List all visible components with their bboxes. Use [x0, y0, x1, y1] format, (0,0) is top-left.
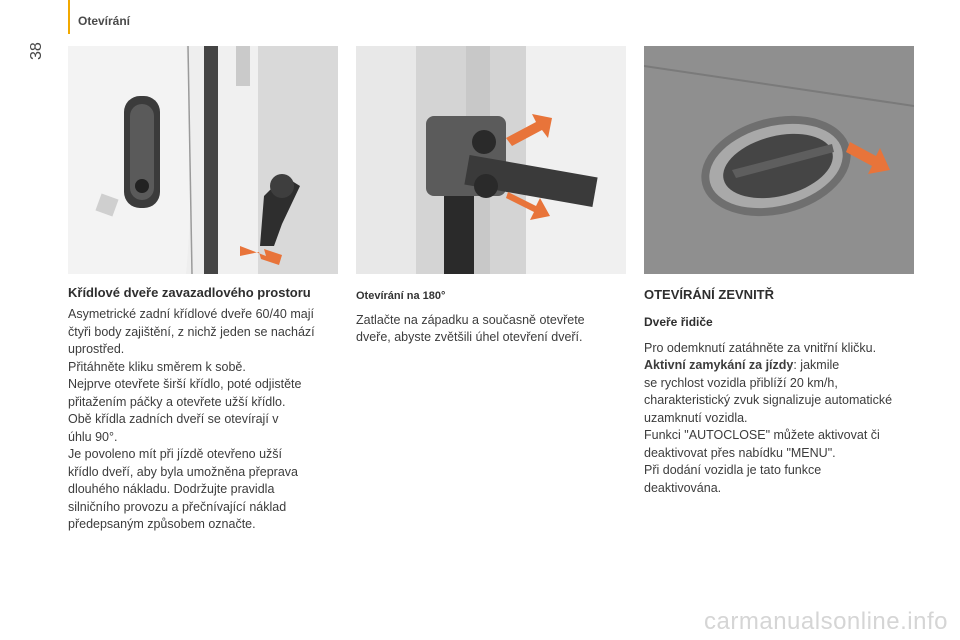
page-number: 38 [28, 42, 45, 60]
opening-180-caption: Otevírání na 180° [356, 290, 446, 302]
inside-line: deaktivovat přes nabídku "MENU". [644, 445, 836, 460]
rear-wing-doors-line: silničního provozu a přečnívající náklad [68, 499, 287, 514]
opening-180-line: Zatlačte na západku a současně otevřete [356, 312, 585, 327]
rear-door-handle-illustration [68, 46, 338, 274]
rear-wing-doors-line: Je povoleno mít při jízdě otevřeno užší [68, 447, 283, 461]
rear-wing-doors-line: úhlu 90°. [68, 429, 118, 444]
inside-line: Při dodání vozidla je tato funkce [644, 463, 822, 477]
section-accent-bar [68, 0, 70, 34]
opening-180-section [356, 286, 630, 347]
active-locking-label: Aktivní zamykání za jízdy [644, 358, 794, 372]
opening-180-line: dveře, abyste zvětšili úhel otevření dveří. [356, 330, 583, 344]
inside-line: Pro odemknutí zatáhněte za vnitřní kličku. [644, 340, 877, 355]
rear-wing-doors-line: Obě křídla zadních dveří se otevírají v [68, 412, 279, 426]
inside-line: Funkci "AUTOCLOSE" můžete aktivovat či [644, 428, 880, 442]
interior-door-handle-illustration [644, 46, 914, 274]
rear-wing-doors-line: křídlo dveří, aby byla umožněna přeprava [68, 464, 298, 479]
driver-door-subtitle: Dveře řidiče [644, 315, 713, 329]
rear-wing-doors-line: Nejprve otevřete širší křídlo, poté odjistěte [68, 377, 302, 391]
rear-wing-doors-line: předepsaným způsobem označte. [68, 517, 256, 531]
rear-wing-doors-line: Přitáhněte kliku směrem k sobě. [68, 359, 246, 374]
inside-line: deaktivována. [644, 480, 722, 495]
inside-line: se rychlost vozidla přiblíží 20 km/h, [644, 375, 838, 390]
active-locking-suffix: : jakmile [793, 358, 840, 372]
rear-wing-doors-line: Asymetrické zadní křídlové dveře 60/40 mají [68, 307, 314, 321]
inside-line: uzamknutí vozidla. [644, 410, 748, 425]
door-hinge-illustration [356, 46, 626, 274]
rear-wing-doors-line: přitažením páčky a otevřete užší křídlo. [68, 394, 286, 409]
section-title: Otevírání [78, 14, 131, 28]
rear-wing-doors-line: uprostřed. [68, 342, 125, 356]
opening-from-inside-section [644, 286, 918, 497]
active-locking-line [644, 357, 918, 375]
inside-line: charakteristický zvuk signalizuje automatické [644, 393, 893, 407]
rear-wing-doors-line: dlouhého nákladu. Dodržujte pravidla [68, 482, 275, 496]
opening-from-inside-title: OTEVÍRÁNÍ ZEVNITŘ [644, 287, 775, 302]
rear-wing-doors-line: čtyři body zajištění, z nichž jeden se nachází [68, 324, 315, 339]
watermark: carmanualsonline.info [704, 608, 948, 635]
rear-wing-doors-section [68, 286, 342, 534]
rear-wing-doors-title: Křídlové dveře zavazadlového prostoru [68, 285, 311, 300]
